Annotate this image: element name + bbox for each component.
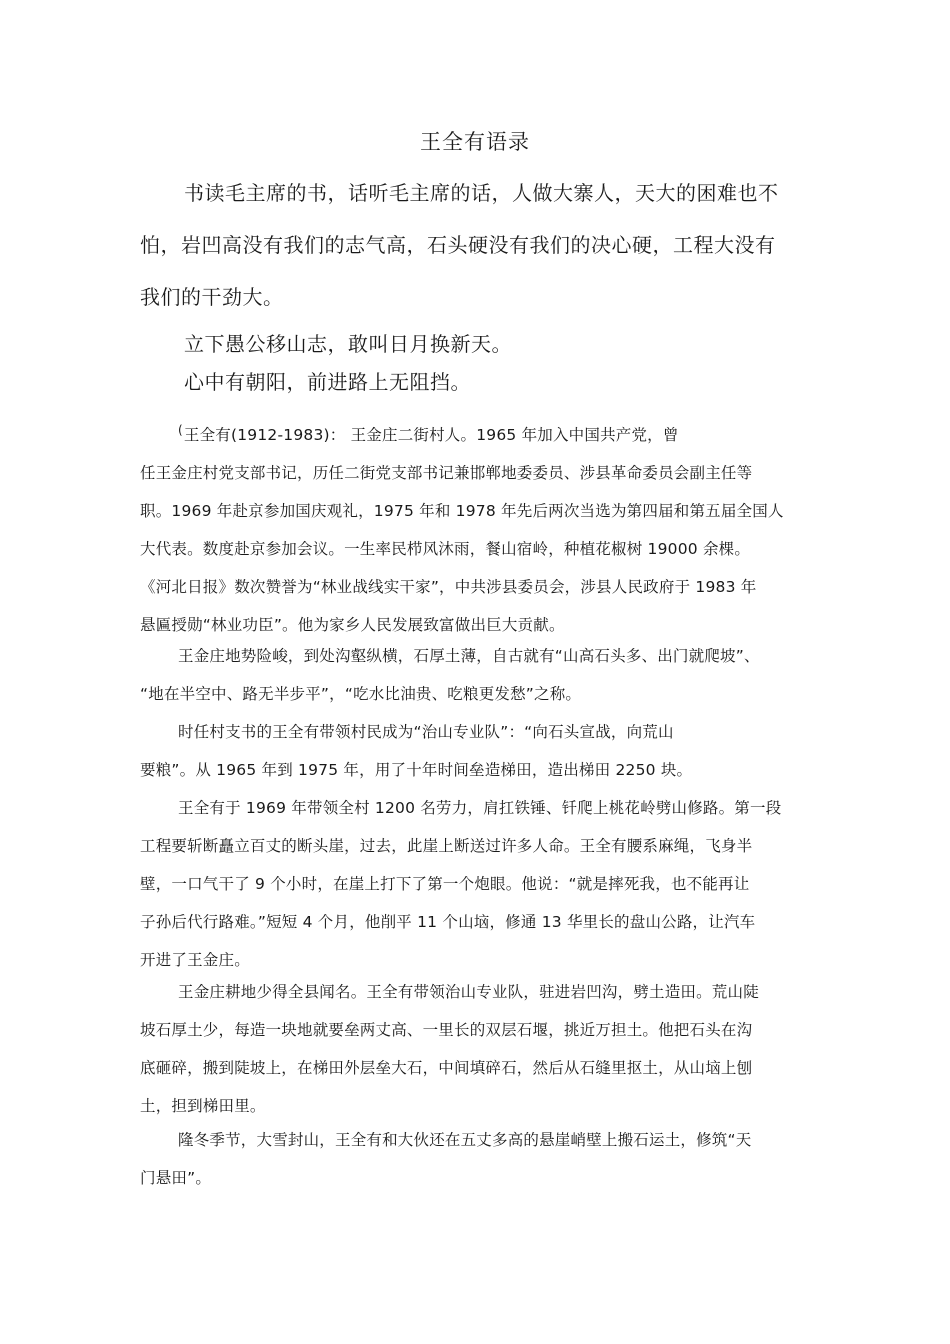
text-line: 立下愚公移山志，敢叫日月换新天。: [184, 332, 512, 356]
bio-paragraph-5: [140, 973, 820, 1125]
text-line: 子孙后代行路难。”短短 4 个月，他削平 11 个山垴，修通 13 华里长的盘山公路，让汽车: [140, 913, 756, 931]
paren-mark: (: [178, 423, 183, 437]
text-span: 王全有(1912-1983)： 王金庄二街村人。1965 年加入中国共产党，曾: [183, 426, 679, 444]
text-line: 王金庄地势险峻，到处沟壑纵横，石厚土薄，自古就有“山高石头多、出门就爬坡”、: [178, 647, 760, 665]
text-line: 工程要斩断矗立百丈的断头崖，过去，此崖上断送过许多人命。王全有腰系麻绳，飞身半: [140, 837, 753, 855]
quote-paragraph-3: [140, 356, 820, 408]
page-title: 王全有语录: [420, 130, 530, 154]
text-line: 心中有朝阳，前进路上无阻挡。: [184, 370, 471, 394]
text-line: 壁，一口气干了 9 个小时，在崖上打下了第一个炮眼。他说：“就是摔死我，也不能再让: [140, 875, 750, 893]
text-line: 要粮”。从 1965 年到 1975 年，用了十年时间垒造梯田，造出梯田 2250 块。: [140, 761, 693, 779]
text-line: 土，担到梯田里。: [140, 1097, 266, 1115]
quote-paragraph-1: [140, 167, 820, 323]
bio-paragraph-4: [140, 789, 820, 979]
bio-paragraph-3: [140, 713, 820, 789]
text-line: 坡石厚土少，每造一块地就要垒两丈高、一里长的双层石堰，挑近万担土。他把石头在沟: [140, 1021, 753, 1039]
text-line: 隆冬季节，大雪封山，王全有和大伙还在五丈多高的悬崖峭壁上搬石运土，修筑“天: [178, 1131, 752, 1149]
text-line: 王全有于 1969 年带领全村 1200 名劳力，肩扛铁锤、钎爬上桃花岭劈山修路。第一段: [178, 799, 782, 817]
text-line: 悬匾授勋“林业功臣”。他为家乡人民发展致富做出巨大贡献。: [140, 616, 565, 634]
text-line: 底砸碎，搬到陡坡上，在梯田外层垒大石，中间填碎石，然后从石缝里抠土，从山垴上刨: [140, 1059, 753, 1077]
text-line: 书读毛主席的书，话听毛主席的话，人做大寨人，天大的困难也不: [184, 181, 779, 205]
bio-paragraph-1: [140, 411, 820, 644]
text-line: 时任村支书的王全有带领村民成为“治山专业队”：“向石头宣战，向荒山: [178, 723, 674, 741]
text-line: 门悬田”。: [140, 1169, 212, 1187]
text-line: 任王金庄村党支部书记，历任二街党支部书记兼邯郸地委委员、涉县革命委员会副主任等: [140, 464, 753, 482]
text-line: 开进了王金庄。: [140, 951, 250, 969]
text-line: 大代表。数度赴京参加会议。一生率民栉风沐雨，餐山宿岭，种植花椒树 19000 余棵。: [140, 540, 751, 558]
text-line: 我们的干劲大。: [140, 285, 284, 309]
text-line: “地在半空中、路无半步平”，“吃水比油贵、吃粮更发愁”之称。: [140, 685, 582, 703]
bio-paragraph-2: [140, 637, 820, 713]
text-line: 《河北日报》数次赞誉为“林业战线实干家”，中共涉县委员会，涉县人民政府于 1983 年: [140, 578, 757, 596]
text-line: [140, 411, 820, 454]
text-line: 怕，岩凹高没有我们的志气高，石头硬没有我们的决心硬，工程大没有: [140, 233, 776, 257]
bio-paragraph-6: [140, 1121, 820, 1197]
text-line: 职。1969 年赴京参加国庆观礼，1975 年和 1978 年先后两次当选为第四届和第五届全国人: [140, 502, 784, 520]
text-line: 王金庄耕地少得全县闻名。王全有带领治山专业队，驻进岩凹沟，劈土造田。荒山陡: [178, 983, 759, 1001]
